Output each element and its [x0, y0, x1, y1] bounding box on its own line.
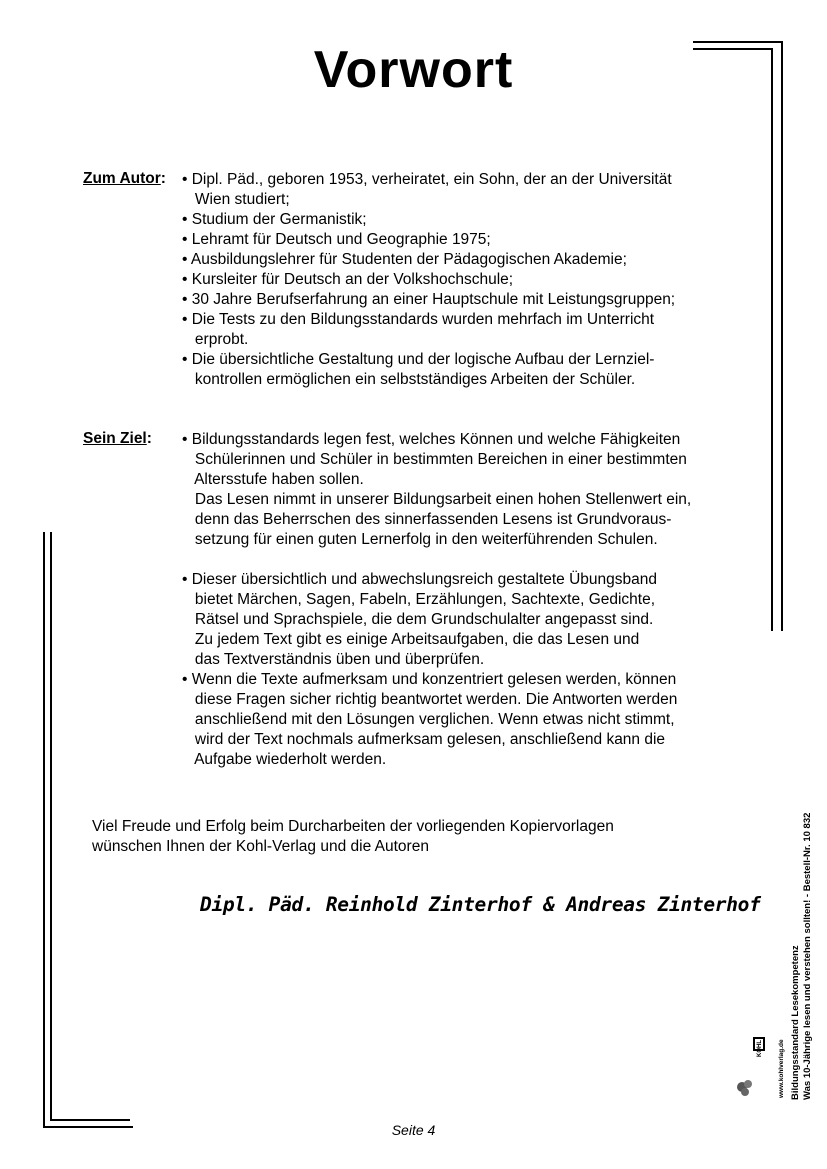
goal-line: denn das Beherrschen des sinnerfassenden Lesens ist Grundvoraus-: [182, 511, 672, 528]
frame-left-vertical-inner: [50, 532, 52, 1121]
signature: Dipl. Päd. Reinhold Zinterhof & Andreas Zinterhof: [200, 893, 761, 916]
goal-line: Rätsel und Sprachspiele, die dem Grundschulalter angepasst sind.: [182, 611, 654, 628]
logo-text: KOHL: [757, 1040, 763, 1057]
goal-line: diese Fragen sicher richtig beantwortet werden. Die Antworten werden: [182, 691, 678, 708]
author-line: • Dipl. Päd., geboren 1953, verheiratet, ein Sohn, der an der Universität: [182, 171, 672, 188]
frame-right-vertical-inner: [771, 48, 773, 631]
goal-line: Schülerinnen und Schüler in bestimmten Bereichen in einer bestimmten: [182, 451, 687, 468]
author-line: erprobt.: [182, 331, 249, 348]
closing-text: [92, 817, 614, 857]
side-info-line-1: Bildungsstandard Lesekompetenz: [790, 945, 801, 1100]
goal-line: bietet Märchen, Sagen, Fabeln, Erzählungen, Sachtexte, Gedichte,: [182, 591, 656, 608]
goal-label-colon: :: [146, 430, 152, 447]
page-title: Vorwort: [313, 41, 514, 99]
publisher-url: www.kohlverlag.de: [778, 1039, 785, 1098]
author-line: Wien studiert;: [182, 191, 290, 208]
goal-line: • Bildungsstandards legen fest, welches Können und welche Fähigkeiten: [182, 431, 681, 448]
author-section-label: [83, 170, 166, 188]
page-number: Seite 4: [391, 1122, 436, 1138]
goal-section-label: [83, 430, 152, 448]
author-line: • Kursleiter für Deutsch an der Volkshochschule;: [182, 271, 514, 288]
author-label-text: Zum Autor: [83, 170, 161, 187]
goal-line: setzung für einen guten Lernerfolg in den weiterführenden Schulen.: [182, 531, 658, 548]
kohl-logo-icon: [733, 1035, 771, 1097]
frame-right-vertical-outer: [781, 41, 783, 631]
goal-line: • Wenn die Texte aufmerksam und konzentriert gelesen werden, können: [182, 671, 677, 688]
goal-line: wird der Text nochmals aufmerksam gelesen, anschließend kann die: [182, 731, 666, 748]
author-line: • Studium der Germanistik;: [182, 211, 367, 228]
goal-line: Altersstufe haben sollen.: [182, 471, 364, 488]
goal-line: das Textverständnis üben und überprüfen.: [182, 651, 485, 668]
goal-line: • Dieser übersichtlich und abwechslungsreich gestaltete Übungsband: [182, 571, 658, 588]
goal-label-text: Sein Ziel: [83, 430, 147, 447]
author-line: kontrollen ermöglichen ein selbstständiges Arbeiten der Schüler.: [182, 371, 636, 388]
author-line: • Ausbildungslehrer für Studenten der Pädagogischen Akademie;: [182, 251, 627, 268]
goal-line: Das Lesen nimmt in unserer Bildungsarbeit einen hohen Stellenwert ein,: [182, 491, 692, 508]
author-line: • Die übersichtliche Gestaltung und der logische Aufbau der Lernziel-: [182, 351, 655, 368]
goal-line: Aufgabe wiederholt werden.: [182, 751, 387, 768]
side-info: [790, 813, 814, 1100]
author-list: [182, 170, 742, 390]
side-info-line-2: Was 10-Jährige lesen und verstehen sollten! - Bestell-Nr. 10 832: [802, 812, 813, 1100]
author-label-colon: :: [160, 170, 166, 187]
frame-left-vertical-outer: [43, 532, 45, 1128]
author-line: • Die Tests zu den Bildungsstandards wurden mehrfach im Unterricht: [182, 311, 655, 328]
frame-bottom-left-horizontal-inner: [50, 1119, 130, 1121]
author-line: • 30 Jahre Berufserfahrung an einer Hauptschule mit Leistungsgruppen;: [182, 291, 676, 308]
closing-line: Viel Freude und Erfolg beim Durcharbeiten der vorliegenden Kopiervorlagen: [92, 818, 614, 835]
goal-line: Zu jedem Text gibt es einige Arbeitsaufgaben, die das Lesen und: [182, 631, 640, 648]
author-line: • Lehramt für Deutsch und Geographie 1975;: [182, 231, 491, 248]
closing-line: wünschen Ihnen der Kohl-Verlag und die Autoren: [92, 838, 429, 855]
goal-line: anschließend mit den Lösungen verglichen. Wenn etwas nicht stimmt,: [182, 711, 675, 728]
goal-paragraph-1: [182, 430, 742, 550]
goal-paragraph-2: [182, 570, 742, 770]
